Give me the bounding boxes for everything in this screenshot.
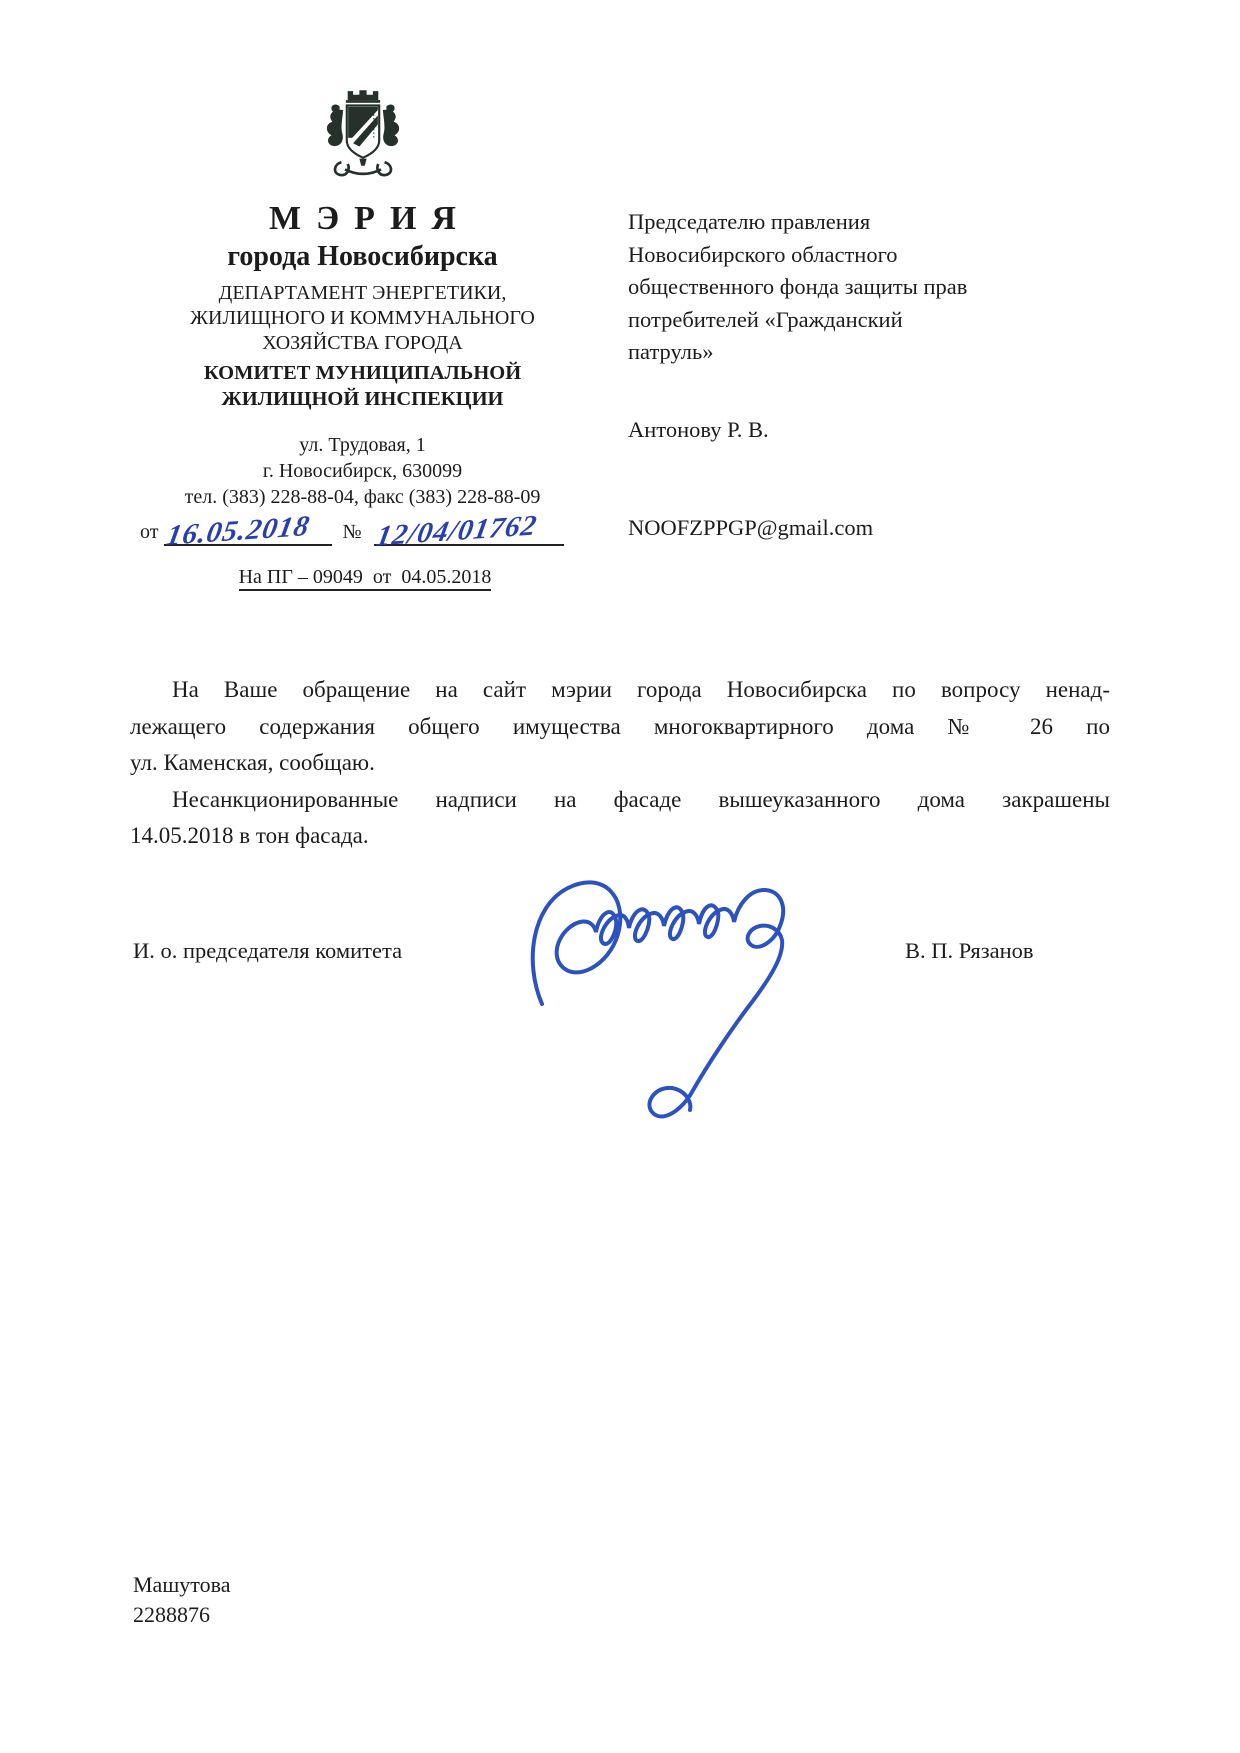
dept-line-2: ЖИЛИЩНОГО И КОММУНАЛЬНОГО	[190, 306, 535, 329]
number-prefix-label: №	[342, 521, 362, 543]
org-name-city: города Новосибирска	[227, 241, 498, 273]
body-line: 14.05.2018 в тон фасада.	[130, 823, 369, 848]
letter-body	[130, 672, 1110, 855]
recipient-email: NOOFZPPGP@gmail.com	[628, 515, 874, 540]
recipient-line: Председателю правления	[628, 209, 871, 234]
date-prefix-label: от	[140, 521, 159, 543]
handwritten-number: 12/04/01762	[373, 509, 540, 553]
body-line: лежащего содержания общего имущества многоквартирного дома № 26 по	[130, 713, 1110, 739]
handwritten-signature	[512, 852, 848, 1168]
phone-fax: тел. (383) 228-88-04, факс (383) 228-88-09	[184, 485, 541, 508]
letterhead	[140, 86, 585, 510]
signer-name: В. П. Рязанов	[905, 938, 1034, 963]
body-line: Несанкционированные надписи на фасаде вышеуказанного дома закрашены	[172, 786, 1110, 812]
executor-block	[133, 1570, 230, 1630]
committee-line-2: ЖИЛИЩНОЙ ИНСПЕКЦИИ	[221, 387, 504, 410]
date-number-row	[140, 509, 590, 553]
recipient-line: Новосибирского областного	[628, 241, 898, 267]
dept-line-3: ХОЗЯЙСТВА ГОРОДА	[262, 331, 463, 354]
recipient-line: патруль»	[628, 339, 714, 364]
body-line: На Ваше обращение на сайт мэрии города Новосибирска по вопросу ненад-	[172, 677, 1110, 702]
signer-position-title: И. о. председателя комитета	[133, 938, 403, 963]
recipient-line: потребителей «Гражданский	[628, 306, 903, 332]
address-city: г. Новосибирск, 630099	[262, 459, 463, 482]
body-line: ул. Каменская, сообщаю.	[130, 750, 375, 775]
number-blank-line	[373, 509, 564, 553]
novosibirsk-coat-of-arms-icon	[318, 86, 408, 188]
executor-name: Машутова	[133, 1572, 231, 1597]
reference-line: На ПГ – 09049 от 04.05.2018	[140, 566, 590, 589]
handwritten-date: 16.05.2018	[164, 510, 313, 552]
recipient-line: общественного фонда защиты прав	[628, 274, 968, 299]
address-street: ул. Трудовая, 1	[299, 433, 426, 456]
date-blank-line	[164, 510, 332, 552]
committee-line-1: КОМИТЕТ МУНИЦИПАЛЬНОЙ	[203, 361, 522, 384]
recipient-name: Антонову Р. В.	[628, 416, 769, 442]
recipient-block	[628, 206, 1088, 545]
org-name-main: МЭРИЯ	[269, 200, 471, 237]
dept-line-1: ДЕПАРТАМЕНТ ЭНЕРГЕТИКИ,	[218, 281, 507, 304]
executor-phone: 2288876	[133, 1602, 210, 1627]
